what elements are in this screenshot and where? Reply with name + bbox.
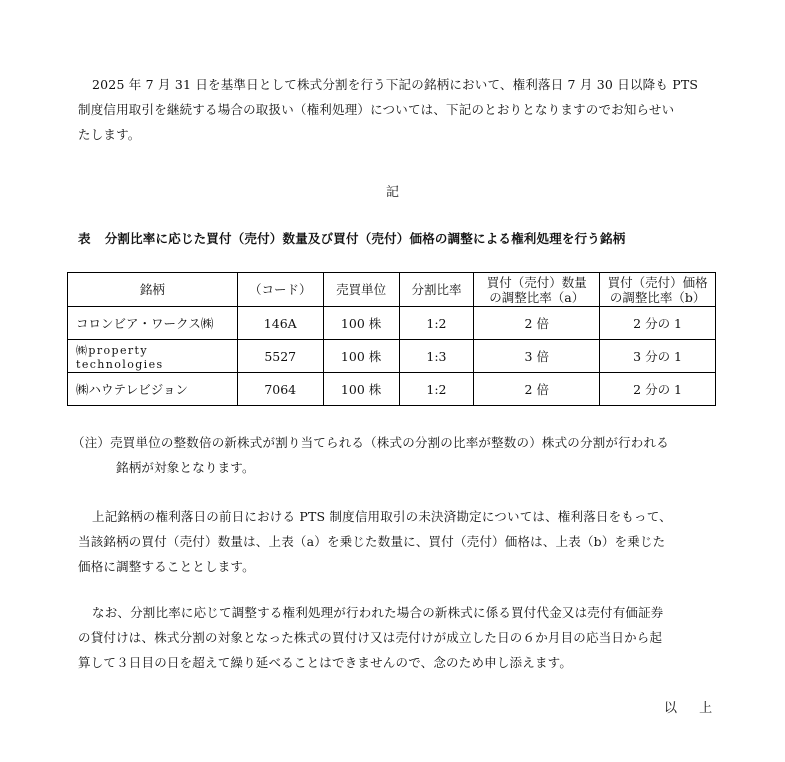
row-ratio: 1:2 <box>399 373 474 406</box>
table-row <box>68 340 716 373</box>
row-price: 2 分の 1 <box>600 373 716 406</box>
header-ratio: 分割比率 <box>399 273 474 307</box>
note-line-1: （注）売買単位の整数倍の新株式が割り当てられる（株式の分割の比率が整数の）株式の分割が行われる <box>72 435 669 450</box>
intro-paragraph <box>78 72 708 147</box>
header-qty-line-1: 買付（売付）数量 <box>486 274 587 290</box>
header-qty <box>474 273 600 307</box>
table-row <box>68 373 716 406</box>
intro-line-1: 2025 年 7 月 31 日を基準日として株式分割を行う下記の銘柄において、権利落日 7 月 30 日以降も PTS <box>92 77 699 92</box>
para3-line-2: の貸付けは、株式分割の対象となった株式の買付け又は売付けが成立した日の６か月目の応当日から起 <box>78 630 663 645</box>
intro-line-3: たします。 <box>78 127 141 142</box>
header-price-line-1: 買付（売付）価格 <box>607 274 708 290</box>
row-qty: 3 倍 <box>474 340 600 373</box>
row-qty: 2 倍 <box>474 373 600 406</box>
row-code: 7064 <box>237 373 323 406</box>
table-caption-text: 分割比率に応じた買付（売付）数量及び買付（売付）価格の調整による権利処理を行う銘柄 <box>104 231 626 246</box>
row-unit: 100 株 <box>323 373 399 406</box>
row-ratio: 1:2 <box>399 307 474 340</box>
para2-line-2: 当該銘柄の買付（売付）数量は、上表（a）を乗じた数量に、買付（売付）価格は、上表（b）を乗じた <box>78 534 666 549</box>
table-caption-label: 表 <box>78 231 91 246</box>
row-price: 2 分の 1 <box>600 307 716 340</box>
rights-processing-table <box>67 272 716 406</box>
note-line-2: 銘柄が対象となります。 <box>116 460 255 475</box>
row-qty: 2 倍 <box>474 307 600 340</box>
row-unit: 100 株 <box>323 307 399 340</box>
table-header-row <box>68 273 716 307</box>
closing-mark: 以 上 <box>664 701 713 716</box>
header-price-line-2: の調整比率（b） <box>609 289 706 305</box>
intro-line-2: 制度信用取引を継続する場合の取扱い（権利処理）については、下記のとおりとなりますのでお知らせい <box>78 102 675 117</box>
para2-line-1: 上記銘柄の権利落日の前日における PTS 制度信用取引の未決済勘定については、権利落日をもって、 <box>92 509 672 524</box>
row-price: 3 分の 1 <box>600 340 716 373</box>
row-name: コロンビア・ワークス㈱ <box>68 307 238 340</box>
header-qty-line-2: の調整比率（a） <box>489 289 585 305</box>
header-price <box>600 273 716 307</box>
deferral-paragraph <box>78 600 708 675</box>
header-code: （コード） <box>237 273 323 307</box>
para3-line-3: 算して３日目の日を超えて繰り延べることはできませんので、念のため申し添えます。 <box>78 655 573 670</box>
table-caption <box>78 229 625 247</box>
ki-heading: 記 <box>385 185 399 200</box>
row-unit: 100 株 <box>323 340 399 373</box>
header-name: 銘柄 <box>68 273 238 307</box>
row-code: 146A <box>237 307 323 340</box>
para3-line-1: なお、分割比率に応じて調整する権利処理が行われた場合の新株式に係る買付代金又は売付有価証券 <box>92 605 664 620</box>
table-row <box>68 307 716 340</box>
row-name: ㈱ハウテレビジョン <box>68 373 238 406</box>
row-name: ㈱property technologies <box>68 340 238 373</box>
adjustment-paragraph <box>78 504 708 579</box>
row-ratio: 1:3 <box>399 340 474 373</box>
row-code: 5527 <box>237 340 323 373</box>
note-paragraph <box>72 430 712 480</box>
para2-line-3: 価格に調整することとします。 <box>78 559 255 574</box>
header-unit: 売買単位 <box>323 273 399 307</box>
